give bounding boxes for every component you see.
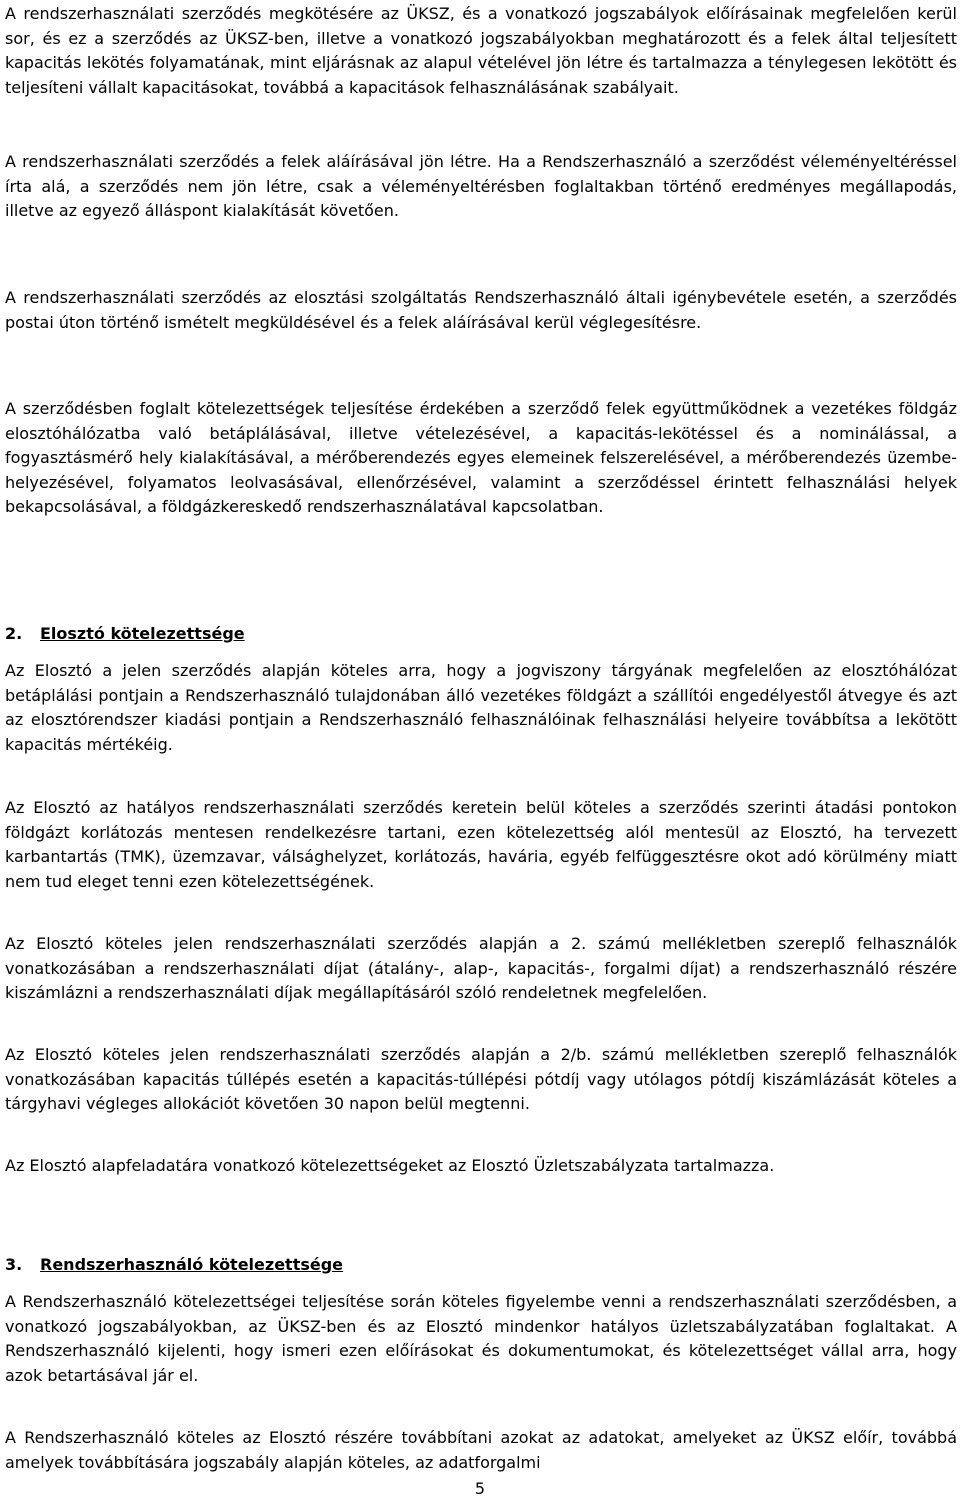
paragraph-distributor-billing: Az Elosztó köteles jelen rendszerhasználati szerződés alapján a 2. számú mellékletben szereplő felhasználók vonatkozásában a rendszerhasználati díjat (átalány-, alap-, kapacitás-, forgalmi díjat) a rendszerhasználó részére kiszámlázni a rendszerhasználati díjak megállapításáról szóló rendeletnek megfelelően. [5,934,957,1003]
paragraph-distributor-duty-transport: Az Elosztó a jelen szerződés alapján köteles arra, hogy a jogviszony tárgyának megfelelően az elosztóhálózat betáplálási pontjain a Rendszerhasználó tulajdonában álló vezetékes földgázt a szállítói engedélyestől átvegye és azt az elosztórendszer kiadási pontjain a Rendszerhasználó felhasználóinak felhasználási helyeire továbbítsa a lekötött kapacitás mértékéig. [5,661,957,754]
paragraph-cooperation: A szerződésben foglalt kötelezettségek teljesítése érdekében a szerződő felek együttműködnek a vezetékes földgáz elosztóhálózatba való betáplálásával, illetve vételezésével, a kapacitás-lekötéssel és a nominálással, a fogyasztásmérő hely kialakításával, a mérőberendezés egyes elemeinek felszerelésével, a mérőberendezés üzembe- helyezésével, folyamatos leolvasásával, ellenőrzésével, valamint a szerződéssel érintett felhasználási helyek bekapcsolásával, a földgázkereskedő rendszerhasználatával kapcsolatban. [5,399,957,517]
paragraph-contract-conclusion: A rendszerhasználati szerződés megkötésére az ÜKSZ, és a vonatkozó jogszabályok előírásainak megfelelően kerül sor, és ez a szerződés az ÜKSZ-ben, illetve a vonatkozó jogszabályokban meghatározott és a felek által teljesített kapacitás lekötés folyamatának, mint eljárásnak az alapul vételével jön létre és tartalmazza a ténylegesen lekötött és teljesíteni vállalt kapacitásokat, továbbá a kapacitások felhasználásának szabályait. [5,4,957,97]
section-heading-system-user-obligations [5,1253,343,1278]
section-number: 2. [5,624,23,643]
paragraph-system-user-data: A Rendszerhasználó köteles az Elosztó részére továbbítani azokat az adatokat, amelyeket az ÜKSZ előír, továbbá amelyek továbbítására jogszabály alapján köteles, az adatforgalmi [5,1428,957,1472]
section-title: Rendszerhasználó kötelezettsége [40,1255,344,1274]
paragraph-distributor-availability: Az Elosztó az hatályos rendszerhasználati szerződés keretein belül köteles a szerződés szerinti átadási pontokon földgázt korlátozás mentesen rendelkezésre tartani, ezen kötelezettség alól mentesül az Elosztó, ha tervezett karbantartás (TMK), üzemzavar, válsághelyzet, korlátozás, havária, egyéb felfüggesztésre okot adó körülmény miatt nem tud eleget tenni ezen kötelezettségének. [5,798,957,891]
paragraph-distributor-business-rules: Az Elosztó alapfeladatára vonatkozó kötelezettségeket az Elosztó Üzletszabályzata tartalmazza. [5,1156,775,1175]
section-heading-distributor-obligations [5,622,245,647]
paragraph-distributor-surcharge: Az Elosztó köteles jelen rendszerhasználati szerződés alapján a 2/b. számú mellékletben szereplő felhasználók vonatkozásában kapacitás túllépés esetén a kapacitás-túllépési pótdíj vagy utólagos pótdíj kiszámlázását köteles a tárgyhavi végleges allokációt követően 30 napon belül megtenni. [5,1045,957,1114]
section-number: 3. [5,1255,23,1274]
paragraph-contract-signing: A rendszerhasználati szerződés a felek aláírásával jön létre. Ha a Rendszerhasználó a szerződést véleményeltéréssel írta alá, a szerződés nem jön létre, csak a véleményeltérésben foglaltakban történő eredményes megállapodás, illetve az egyező álláspont kialakítását követően. [5,152,957,221]
page-number: 5 [474,1479,486,1498]
section-title: Elosztó kötelezettsége [40,624,245,643]
paragraph-system-user-compliance: A Rendszerhasználó kötelezettségei teljesítése során köteles figyelembe venni a rendszerhasználati szerződésben, a vonatkozó jogszabályokban, az ÜKSZ-ben és az Elosztó mindenkor hatályos üzletszabályzatában foglaltakat. A Rendszerhasználó kijelenti, hogy ismeri ezen előírásokat és dokumentumokat, és kötelezettséget vállal arra, hogy azok betartásával jár el. [5,1292,957,1385]
paragraph-contract-finalization: A rendszerhasználati szerződés az elosztási szolgáltatás Rendszerhasználó általi igénybevétele esetén, a szerződés postai úton történő ismételt megküldésével és a felek aláírásával kerül véglegesítésre. [5,288,957,332]
